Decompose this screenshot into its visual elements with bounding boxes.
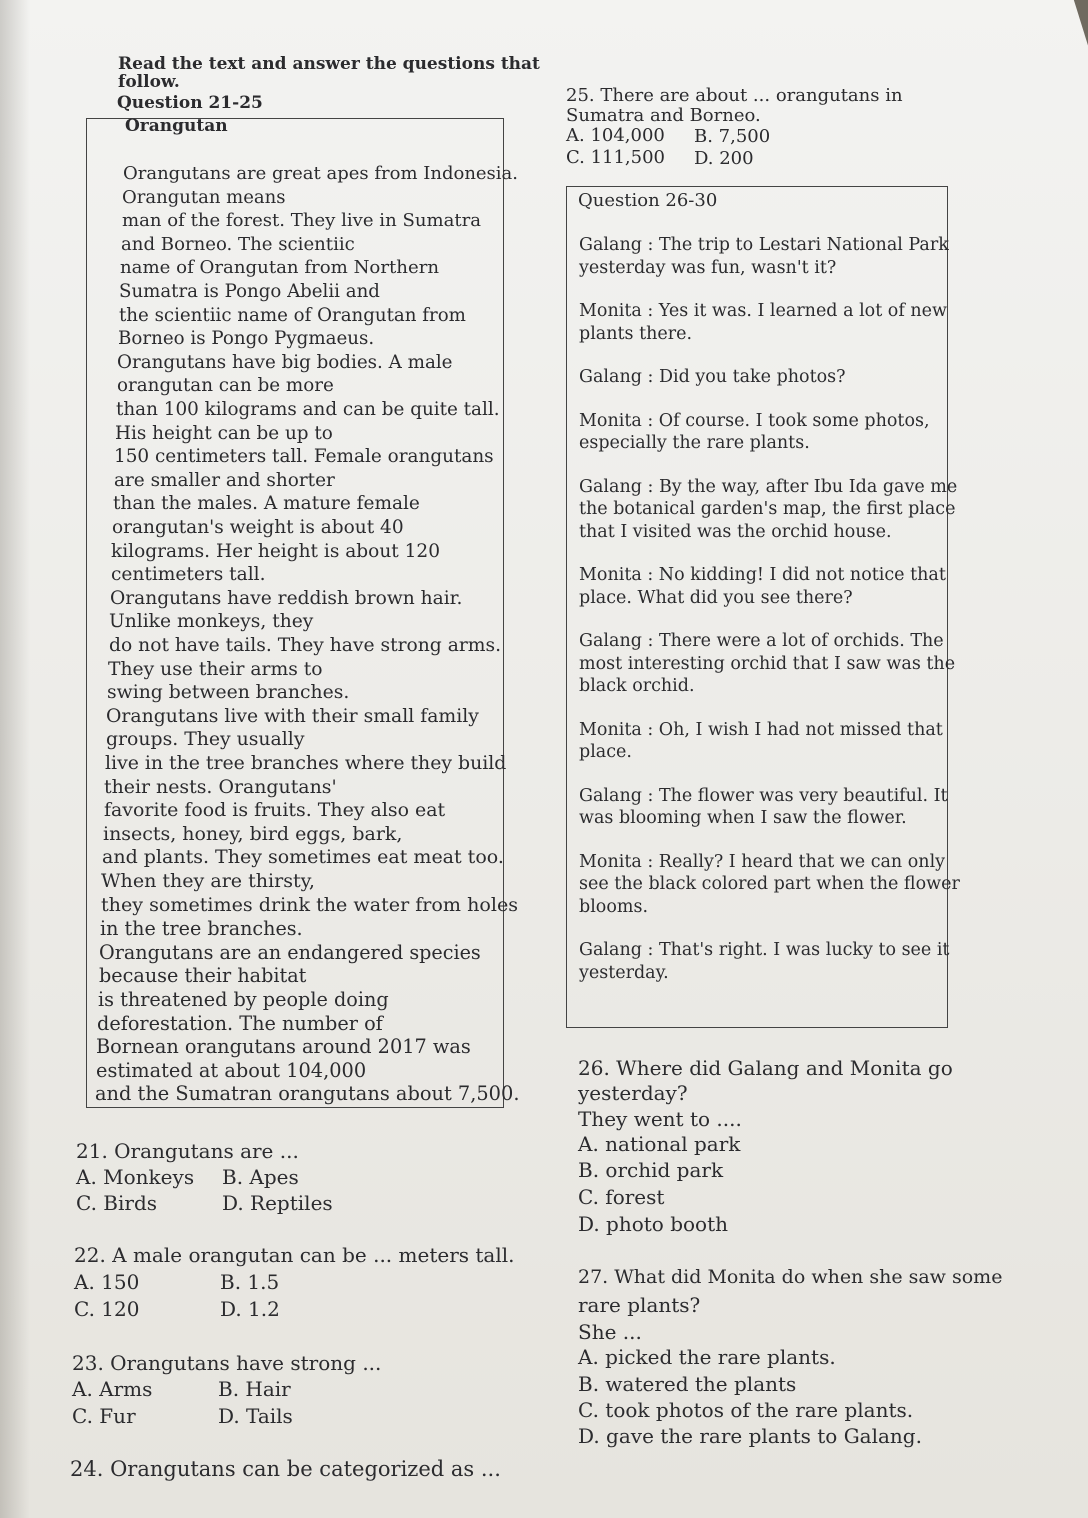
passage-line: Borneo is Pongo Pygmaeus.	[118, 328, 375, 350]
passage-line: in the tree branches.	[100, 917, 303, 941]
dialogue-line: Galang : The flower was very beautiful. It was blooming when I saw the flower.	[579, 785, 948, 828]
passage-line: groups. They usually	[106, 729, 305, 751]
q22-option-c: C. 120	[74, 1297, 140, 1321]
passage-line: favorite food is fruits. They also eat	[104, 799, 446, 822]
dialogue-line: Galang : That's right. I was lucky to see it yesterday.	[579, 940, 950, 983]
q21-stem: 21. Orangutans are ...	[76, 1139, 299, 1163]
passage-line: and the Sumatran orangutans about 7,500.	[95, 1082, 520, 1106]
passage-line: estimated at about 104,000	[96, 1058, 367, 1082]
q23-stem: 23. Orangutans have strong ...	[72, 1351, 382, 1375]
passage-line: Orangutans are great apes from Indonesia.	[123, 163, 519, 184]
passage-line: and Borneo. The scientiic	[121, 233, 355, 255]
q25-option-b: B. 7,500	[694, 126, 771, 147]
q25-option-a: A. 104,000	[566, 125, 665, 146]
passage-line: His height can be up to	[115, 422, 333, 444]
q22-option-d: D. 1.2	[220, 1297, 280, 1321]
passage-line: They use their arms to	[108, 658, 323, 680]
q26-option-c: C. forest	[578, 1185, 665, 1209]
dialogue-line: Galang : Did you take photos?	[579, 367, 846, 387]
q25-option-d: D. 200	[694, 148, 754, 169]
q26-stem-line1: 26. Where did Galang and Monita go	[578, 1056, 953, 1080]
q25-stem-line1: 25. There are about ... orangutans in	[566, 85, 903, 106]
passage-line: the scientiic name of Orangutan from	[119, 304, 466, 326]
passage-line: deforestation. The number of	[97, 1011, 383, 1035]
passage-line: name of Orangutan from Northern	[120, 257, 440, 279]
dialogue-line: Monita : No kidding! I did not notice that place. What did you see there?	[579, 565, 946, 608]
passage-line: Unlike monkeys, they	[109, 611, 314, 633]
dialogue-line: Galang : There were a lot of orchids. The most interesting orchid that I saw was the black orchid.	[579, 631, 956, 696]
q25-option-c: C. 111,500	[566, 147, 666, 168]
dialogue-title: Question 26-30	[578, 190, 718, 211]
dialogue-line: Monita : Yes it was. I learned a lot of new plants there.	[579, 301, 947, 344]
passage-line: kilograms. Her height is about 120	[111, 540, 441, 562]
passage-line: man of the forest. They live in Sumatra	[122, 210, 482, 232]
passage-line: they sometimes drink the water from holes	[101, 893, 519, 916]
passage-line: Orangutan means	[122, 186, 286, 208]
passage-line: are smaller and shorter	[114, 469, 335, 491]
dialogue-line: Galang : The trip to Lestari National Park yesterday was fun, wasn't it?	[579, 235, 949, 278]
passage-line: than the males. A mature female	[113, 493, 420, 515]
q27-option-b: B. watered the plants	[578, 1372, 797, 1396]
passage-line: Sumatra is Pongo Abelii and	[119, 281, 380, 302]
passage-line: and plants. They sometimes eat meat too.	[102, 846, 504, 869]
dialogue-line: Monita : Really? I heard that we can only see the black colored part when the flower blooms.	[579, 851, 960, 917]
q22-option-a: A. 150	[74, 1270, 140, 1294]
q23-option-a: A. Arms	[72, 1377, 153, 1401]
q27-stem-line1: 27. What did Monita do when she saw some	[578, 1266, 1003, 1288]
passage-line: Bornean orangutans around 2017 was	[96, 1035, 471, 1059]
q26-option-d: D. photo booth	[578, 1212, 728, 1236]
dialogue-line: Monita : Oh, I wish I had not missed that place.	[579, 719, 943, 762]
passage-line: insects, honey, bird eggs, bark,	[103, 822, 403, 845]
q21-option-c: C. Birds	[76, 1191, 158, 1215]
q25-stem-line2: Sumatra and Borneo.	[566, 105, 761, 126]
q27-stem-line2: rare plants?	[578, 1293, 701, 1317]
passage-line: Orangutans have reddish brown hair.	[110, 587, 463, 609]
q26-stem-line2: yesterday?	[578, 1081, 688, 1105]
passage-line: Orangutans live with their small family	[106, 705, 479, 727]
passage-title: Orangutan	[125, 116, 228, 136]
passage-line: is threatened by people doing	[98, 988, 389, 1011]
passage-line: than 100 kilograms and can be quite tall.	[116, 399, 500, 420]
q21-option-d: D. Reptiles	[222, 1191, 333, 1215]
q21-option-b: B. Apes	[222, 1165, 299, 1189]
passage-line: Orangutans have big bodies. A male	[117, 351, 453, 373]
instruction-line-2: follow.	[118, 72, 180, 92]
passage-line: 150 centimeters tall. Female orangutans	[114, 446, 494, 468]
q26-option-a: A. national park	[578, 1132, 741, 1156]
passage-line: because their habitat	[99, 964, 307, 988]
passage-line: orangutan's weight is about 40	[112, 517, 404, 538]
passage-line: live in the tree branches where they build	[105, 752, 507, 774]
q26-lead: They went to ....	[578, 1107, 742, 1131]
passage-line: centimeters tall.	[111, 564, 266, 586]
q22-stem: 22. A male orangutan can be ... meters tall.	[74, 1243, 515, 1267]
section-label-21-25: Question 21-25	[117, 93, 263, 113]
q27-option-c: C. took photos of the rare plants.	[578, 1398, 914, 1422]
q27-lead: She ...	[578, 1320, 642, 1344]
dialogue-line: Monita : Of course. I took some photos, especially the rare plants.	[579, 410, 930, 453]
passage-line: When they are thirsty,	[101, 870, 315, 892]
passage-line: swing between branches.	[107, 682, 350, 704]
page-shadow	[0, 0, 30, 1518]
q27-option-a: A. picked the rare plants.	[578, 1345, 836, 1369]
passage-line: orangutan can be more	[117, 375, 334, 397]
passage-line: their nests. Orangutans'	[104, 775, 337, 798]
q26-option-b: B. orchid park	[578, 1158, 724, 1182]
passage-line: Orangutans are an endangered species	[99, 940, 481, 964]
q23-option-d: D. Tails	[218, 1404, 293, 1428]
q21-option-a: A. Monkeys	[76, 1165, 195, 1189]
instruction-line-1: Read the text and answer the questions that	[118, 54, 540, 74]
q22-option-b: B. 1.5	[220, 1270, 280, 1294]
dialogue-line: Galang : By the way, after Ibu Ida gave me the botanical garden's map, the first place that I visited was the orchid house.	[579, 476, 958, 542]
q23-option-c: C. Fur	[72, 1404, 136, 1428]
q27-option-d: D. gave the rare plants to Galang.	[578, 1424, 922, 1448]
q24-stem: 24. Orangutans can be categorized as ...	[70, 1457, 501, 1481]
dialogue-text	[579, 234, 964, 1005]
q23-option-b: B. Hair	[218, 1377, 291, 1401]
passage-line: do not have tails. They have strong arms.	[109, 635, 502, 656]
